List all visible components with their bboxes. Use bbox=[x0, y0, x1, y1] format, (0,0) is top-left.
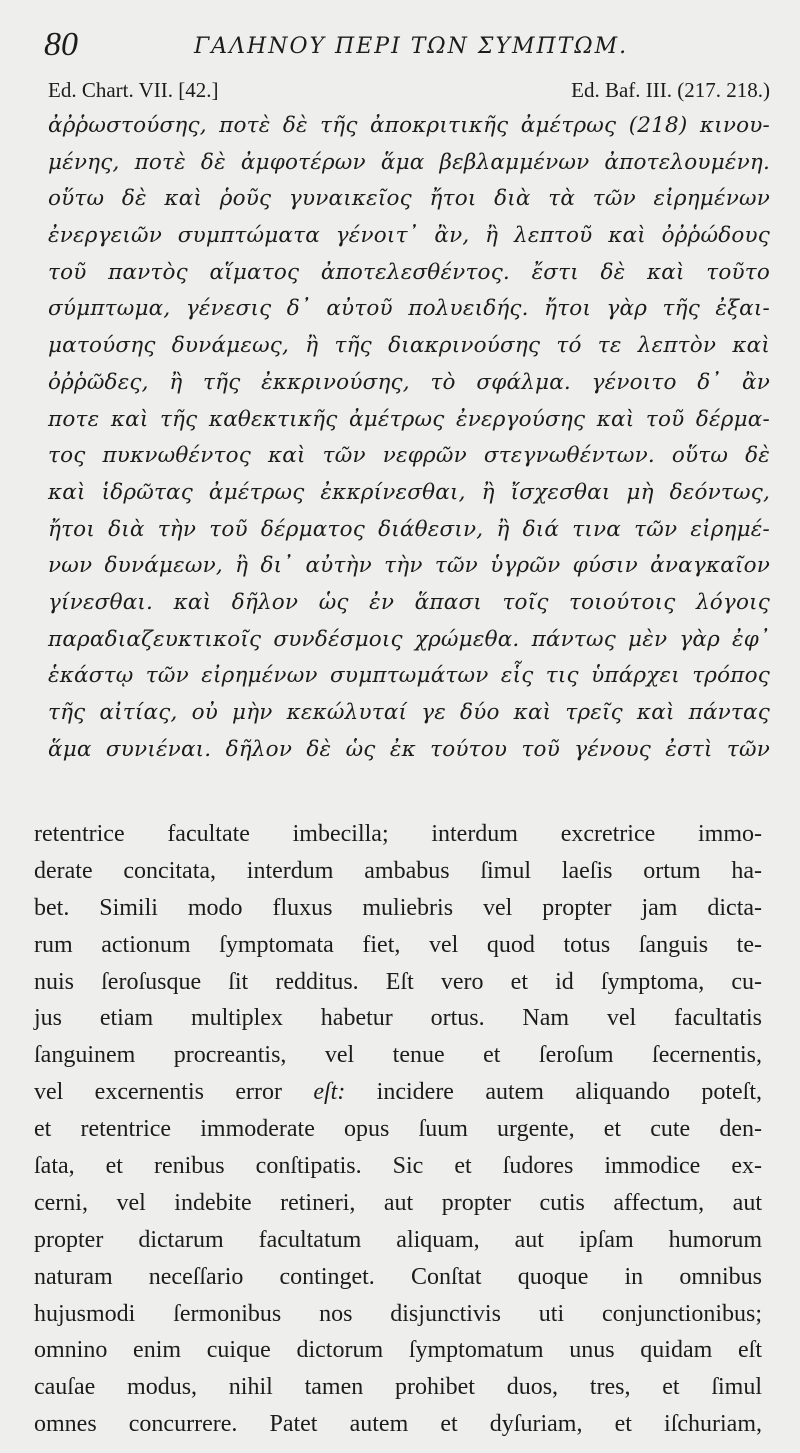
latin-text-line bbox=[34, 1369, 762, 1406]
latin-text-segment: nuis ſeroſusque ſit redditus. Eſt vero et id ſymptoma, cu- bbox=[34, 968, 762, 995]
page-number: 80 bbox=[44, 26, 78, 63]
greek-text-line: ἅμα συνιέναι. δῆλον δὲ ὡς ἐκ τούτου τοῦ γένους ἐστὶ τῶν bbox=[48, 736, 770, 762]
latin-text-line bbox=[34, 964, 762, 1001]
latin-text-line bbox=[34, 1222, 762, 1259]
edition-references bbox=[48, 78, 770, 108]
latin-text-line bbox=[34, 1000, 762, 1037]
greek-text-line: γίνεσθαι. καὶ δῆλον ὡς ἐν ἅπασι τοῖς τοιούτοις λόγοις bbox=[48, 589, 770, 615]
greek-text-line: τος πυκνωθέντος καὶ τῶν νεφρῶν στεγνωθέντων. οὕτω δὲ bbox=[48, 443, 770, 469]
greek-text-line: ἑκάστῳ τῶν εἰρημένων συμπτωμάτων εἷς τις ὑπάρχει τρόπος bbox=[48, 663, 770, 689]
greek-text-line: ἀῤῥωστούσης, ποτὲ δὲ τῆς ἀποκριτικῆς ἀμέτρως (218) κινου- bbox=[48, 113, 770, 138]
latin-text-segment: derate concitata, interdum ambabus ſimul laeſis ortum ha- bbox=[34, 857, 762, 884]
latin-text-segment: rum actionum ſymptomata fiet, vel quod totus ſanguis te- bbox=[34, 931, 762, 958]
greek-text-line: τοῦ παντὸς αἵματος ἀποτελεσθέντος. ἔστι δὲ καὶ τοῦτο bbox=[48, 259, 770, 285]
greek-text-line: παραδιαζευκτικοῖς συνδέσμοις χρώμεθα. πάντως μὲν γὰρ ἐφ᾽ bbox=[48, 626, 770, 652]
latin-italic-text: eſt: bbox=[313, 1079, 346, 1106]
greek-text-line: καὶ ἱδρῶτας ἀμέτρως ἐκκρίνεσθαι, ἢ ἴσχεσθαι μὴ δεόντως, bbox=[48, 479, 770, 505]
greek-text-line: μένης, ποτὲ δὲ ἀμφοτέρων ἅμα βεβλαμμένων ἀποτελουμένη. bbox=[48, 149, 770, 175]
latin-text-line bbox=[34, 853, 762, 890]
greek-text-line: νων δυνάμεων, ἢ δι᾽ αὐτὴν τὴν τῶν ὑγρῶν φύσιν ἀναγκαῖον bbox=[48, 553, 770, 579]
latin-text-line bbox=[34, 816, 762, 853]
latin-text-segment: omnino enim cuique dictorum ſymptomatum unus quidam eſt bbox=[34, 1337, 762, 1364]
latin-text-segment: omnes concurrere. Patet autem et dyſuriam, et iſchuriam, bbox=[34, 1411, 762, 1438]
latin-text-segment: vel excernentis error bbox=[34, 1079, 314, 1106]
latin-text-segment: ſata, et renibus conſtipatis. Sic et ſudores immodice ex- bbox=[34, 1153, 762, 1180]
latin-text-segment: propter dictarum facultatum aliquam, aut ipſam humorum bbox=[34, 1226, 762, 1253]
latin-text-line bbox=[34, 1037, 762, 1074]
edition-reference-basel: Ed. Baf. III. (217. 218.) bbox=[571, 78, 770, 102]
latin-text-segment: bet. Simili modo fluxus muliebris vel propter jam dicta- bbox=[34, 894, 762, 921]
greek-text-line: οὕτω δὲ καὶ ῥοῦς γυναικεῖος ἤτοι διὰ τὰ τῶν εἰρημένων bbox=[48, 186, 770, 212]
latin-text-line bbox=[34, 1296, 762, 1333]
latin-text-segment: hujusmodi ſermonibus nos disjunctivis uti conjunctionibus; bbox=[34, 1300, 762, 1327]
latin-text-line bbox=[34, 1111, 762, 1148]
latin-text-segment: naturam neceſſario continget. Conſtat quoque in omnibus bbox=[34, 1263, 762, 1290]
greek-text-block bbox=[48, 108, 770, 768]
latin-text-line bbox=[34, 1185, 762, 1222]
greek-text-line: ματούσης δυνάμεως, ἢ τῆς διακρινούσης τό τε λεπτὸν καὶ bbox=[48, 333, 770, 359]
latin-text-segment: et retentrice immoderate opus ſuum urgente, et cute den- bbox=[34, 1116, 762, 1143]
edition-reference-chartier: Ed. Chart. VII. [42.] bbox=[48, 78, 219, 102]
greek-text-line: ἐνεργειῶν συμπτώματα γένοιτ᾽ ἂν, ἢ λεπτοῦ καὶ ὀῤῥώδους bbox=[48, 223, 770, 249]
latin-text-line bbox=[34, 1406, 762, 1443]
latin-text-segment: jus etiam multiplex habetur ortus. Nam vel facultatis bbox=[34, 1005, 762, 1032]
greek-text-line: ἤτοι διὰ τὴν τοῦ δέρματος διάθεσιν, ἢ διά τινα τῶν εἰρημέ- bbox=[48, 516, 770, 542]
latin-text-segment: ſanguinem procreantis, vel tenue et ſeroſum ſecernentis, bbox=[34, 1042, 762, 1069]
latin-text-block bbox=[34, 816, 762, 1443]
latin-text-line bbox=[34, 890, 762, 927]
greek-text-line: ποτε καὶ τῆς καθεκτικῆς ἀμέτρως ἐνεργούσης καὶ τοῦ δέρμα- bbox=[48, 406, 770, 432]
latin-text-segment: cauſae modus, nihil tamen prohibet duos, tres, et ſimul bbox=[34, 1374, 762, 1401]
running-header bbox=[44, 26, 774, 66]
latin-text-segment: cerni, vel indebite retineri, aut propter cutis affectum, aut bbox=[34, 1189, 762, 1216]
greek-text-line: σύμπτωμα, γένεσις δ᾽ αὐτοῦ πολυειδής. ἤτοι γὰρ τῆς ἐξαι- bbox=[48, 296, 770, 322]
greek-text-line: ὀῤῥῶδες, ἢ τῆς ἐκκρινούσης, τὸ σφάλμα. γένοιτο δ᾽ ἂν bbox=[48, 369, 770, 395]
latin-text-line bbox=[34, 1074, 762, 1111]
running-title: ΓΑΛΗΝΟΥ ΠΕΡΙ ΤΩΝ ΣΥΜΠΤΩΜ. bbox=[194, 34, 629, 59]
greek-text-line: τῆς αἰτίας, οὐ μὴν κεκώλυταί γε δύο καὶ τρεῖς καὶ πάντας bbox=[48, 700, 770, 725]
latin-text-line bbox=[34, 1148, 762, 1185]
latin-text-line bbox=[34, 927, 762, 964]
latin-text-segment: incidere autem aliquando poteſt, bbox=[345, 1079, 762, 1106]
latin-text-line bbox=[34, 1332, 762, 1369]
latin-text-line bbox=[34, 1259, 762, 1296]
latin-text-segment: retentrice facultate imbecilla; interdum excretrice immo- bbox=[34, 821, 762, 847]
